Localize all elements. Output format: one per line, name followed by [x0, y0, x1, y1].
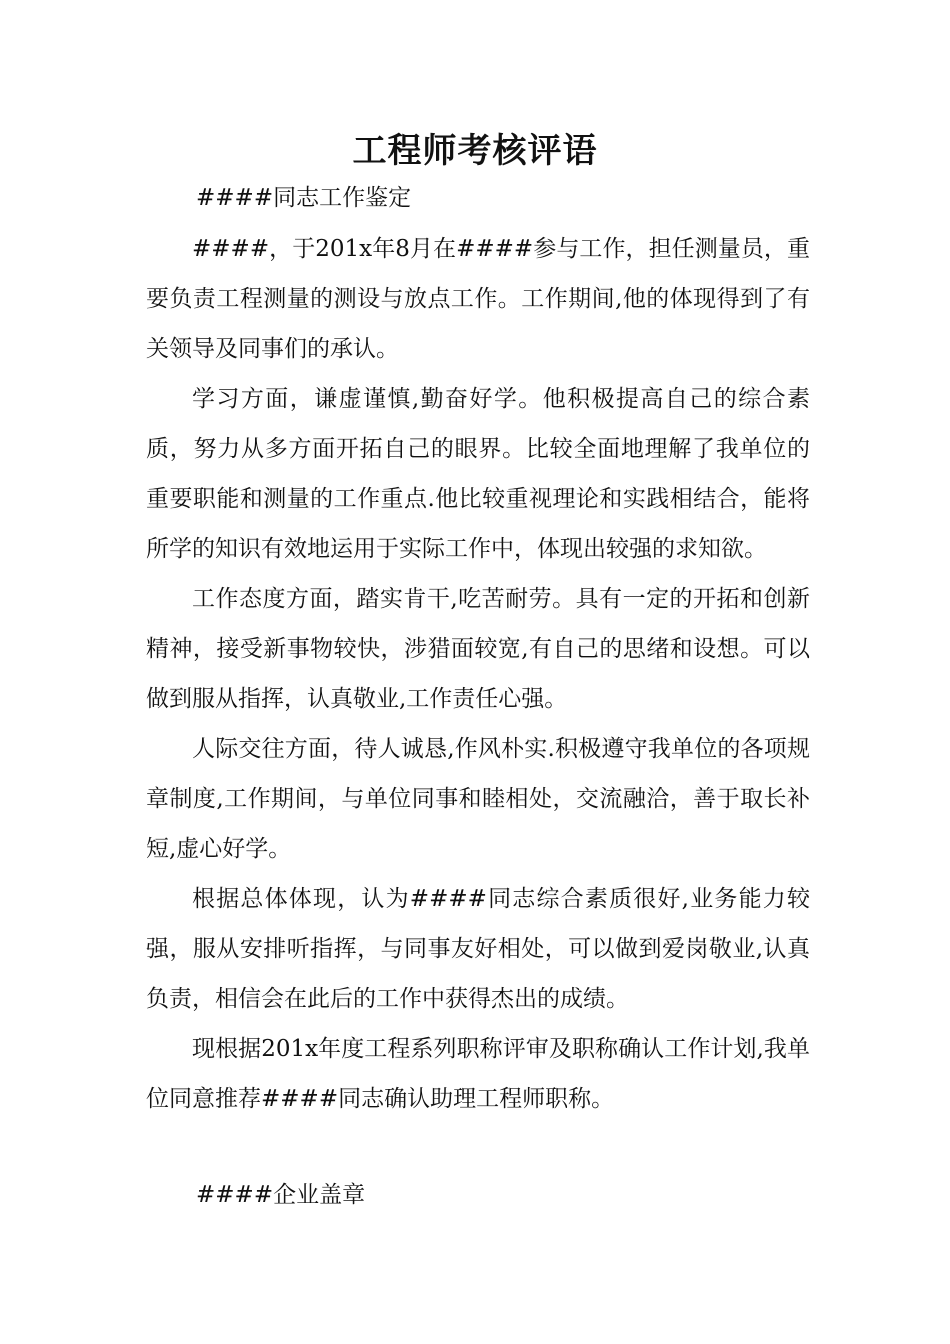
paragraph-recommendation: 现根据201x年度工程系列职称评审及职称确认工作计划,我单位同意推荐####同志确认助理工程师职称。: [146, 1036, 810, 1112]
paragraph-summary: 根据总体体现，认为####同志综合素质很好,业务能力较强，服从安排听指挥，与同事友好相处，可以做到爱岗敬业,认真负责，相信会在此后的工作中获得杰出的成绩。: [146, 886, 810, 1012]
document-body: [146, 224, 810, 1124]
company-stamp-line: ####企业盖章: [196, 1182, 366, 1208]
paragraph-intro: ####，于201x年8月在####参与工作，担任测量员，重要负责工程测量的测设与放点工作。工作期间,他的体现得到了有关领导及同事们的承认。: [146, 236, 810, 362]
paragraph-relations: 人际交往方面，待人诚恳,作风朴实.积极遵守我单位的各项规章制度,工作期间，与单位同事和睦相处，交流融洽，善于取长补短,虚心好学。: [146, 736, 810, 862]
paragraph-attitude: 工作态度方面，踏实肯干,吃苦耐劳。具有一定的开拓和创新精神，接受新事物较快，涉猎面较宽,有自己的思绪和设想。可以做到服从指挥，认真敬业,工作责任心强。: [146, 586, 810, 712]
document-subtitle: ####同志工作鉴定: [196, 185, 412, 211]
paragraph-study: 学习方面，谦虚谨慎,勤奋好学。他积极提高自己的综合素质，努力从多方面开拓自己的眼界。比较全面地理解了我单位的重要职能和测量的工作重点.他比较重视理论和实践相结合，能将所学的知识有效地运用于实际工作中，体现出较强的求知欲。: [146, 386, 810, 562]
document-title: 工程师考核评语: [352, 131, 598, 171]
